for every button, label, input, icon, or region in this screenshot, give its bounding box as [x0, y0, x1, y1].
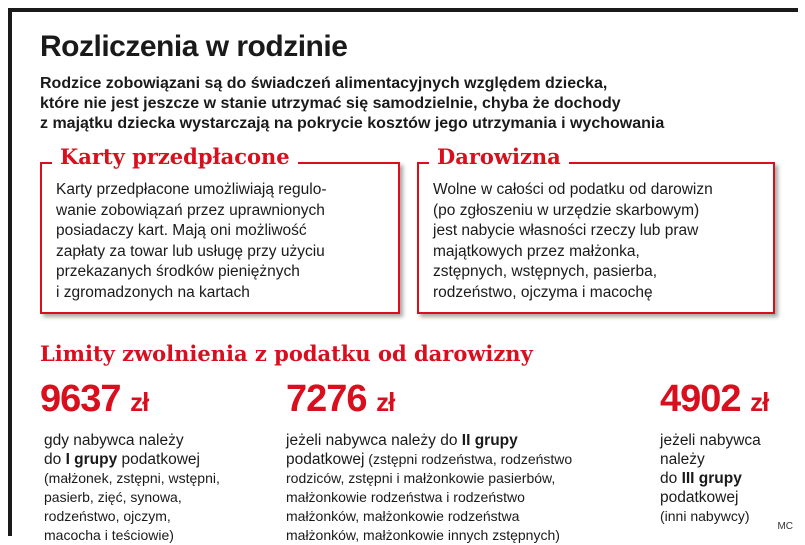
box-body-darowizna: Wolne w całości od podatku od darowizn (po zgłoszeniu w urzędzie skarbowym) jest nabycie własności rzeczy lub praw majątkowych przez małżonka, zstępnych, wstępnych, pasierba, rodzeństwo, ojczyma i macochę — [433, 181, 713, 301]
frame-left-rule — [8, 8, 12, 536]
frame-top-rule — [8, 8, 798, 12]
limit-amount-2 — [286, 378, 394, 421]
limit-post-2: podatkowej — [286, 451, 365, 468]
box-title-karty: Karty przedpłacone — [52, 144, 298, 169]
limit-group-2: II grupy — [461, 432, 518, 449]
limit-amount-3 — [660, 378, 768, 421]
limit-detail-3: (inni nabywcy) — [660, 508, 750, 524]
limit-value-2: 7276 — [286, 378, 367, 420]
limit-post-1: podatkowej — [117, 451, 200, 468]
limit-detail-2: (zstępni rodzeństwa, rodzeństwo rodziców, zstępni i małżonkowie pasierbów, małżonkowie rodzeństwa i rodzeństwo małżonków, małżonkowie rodzeństwa małżonków, małżonkowie innych zstępnych) — [286, 451, 573, 543]
lead-paragraph: Rodzice zobowiązani są do świadczeń alimentacyjnych względem dziecka, które nie jest jeszcze w stanie utrzymać się samodzielnie, chyba że dochody z majątku dziecka wystarczają na pokrycie kosztów jego utrzymania i wychowania — [40, 75, 665, 132]
limit-desc-1 — [44, 431, 274, 545]
limit-currency-2: zł — [376, 387, 395, 417]
limit-detail-1: (małżonek, zstępni, wstępni, pasierb, zięć, synowa, rodzeństwo, ojczym, macocha i teściowie) — [44, 470, 220, 543]
page-title: Rozliczenia w rodzinie — [40, 30, 348, 63]
limit-post-3: podatkowej — [660, 489, 739, 506]
credit-label: MC — [777, 521, 793, 532]
limit-value-3: 4902 — [660, 378, 741, 420]
limits-title: Limity zwolnienia z podatku od darowizny — [40, 341, 533, 366]
limit-pre-3: jeżeli nabywca należy do — [660, 432, 761, 487]
limit-pre-2: jeżeli nabywca należy do — [286, 432, 462, 449]
box-title-darowizna: Darowizna — [429, 144, 569, 169]
limit-currency-1: zł — [130, 387, 149, 417]
limit-currency-3: zł — [750, 387, 769, 417]
limit-value-1: 9637 — [40, 378, 121, 420]
limit-pre-1: gdy nabywca należy do — [44, 432, 184, 468]
limit-group-3: III grupy — [681, 470, 742, 487]
limit-amount-1 — [40, 378, 148, 421]
box-darowizna — [417, 144, 775, 314]
limit-desc-3 — [660, 431, 795, 526]
box-karty-przedplacone — [40, 144, 400, 314]
box-body-karty: Karty przedpłacone umożliwiają regulo- wanie zobowiązań przez uprawnionych posiadaczy kart. Mają oni możliwość zapłaty za towar lub usługę przy użyciu przekazanych środków pieniężnych i zgromadzonych na kartach — [56, 181, 327, 301]
limit-group-1: I grupy — [65, 451, 118, 468]
limit-desc-2 — [286, 431, 646, 545]
